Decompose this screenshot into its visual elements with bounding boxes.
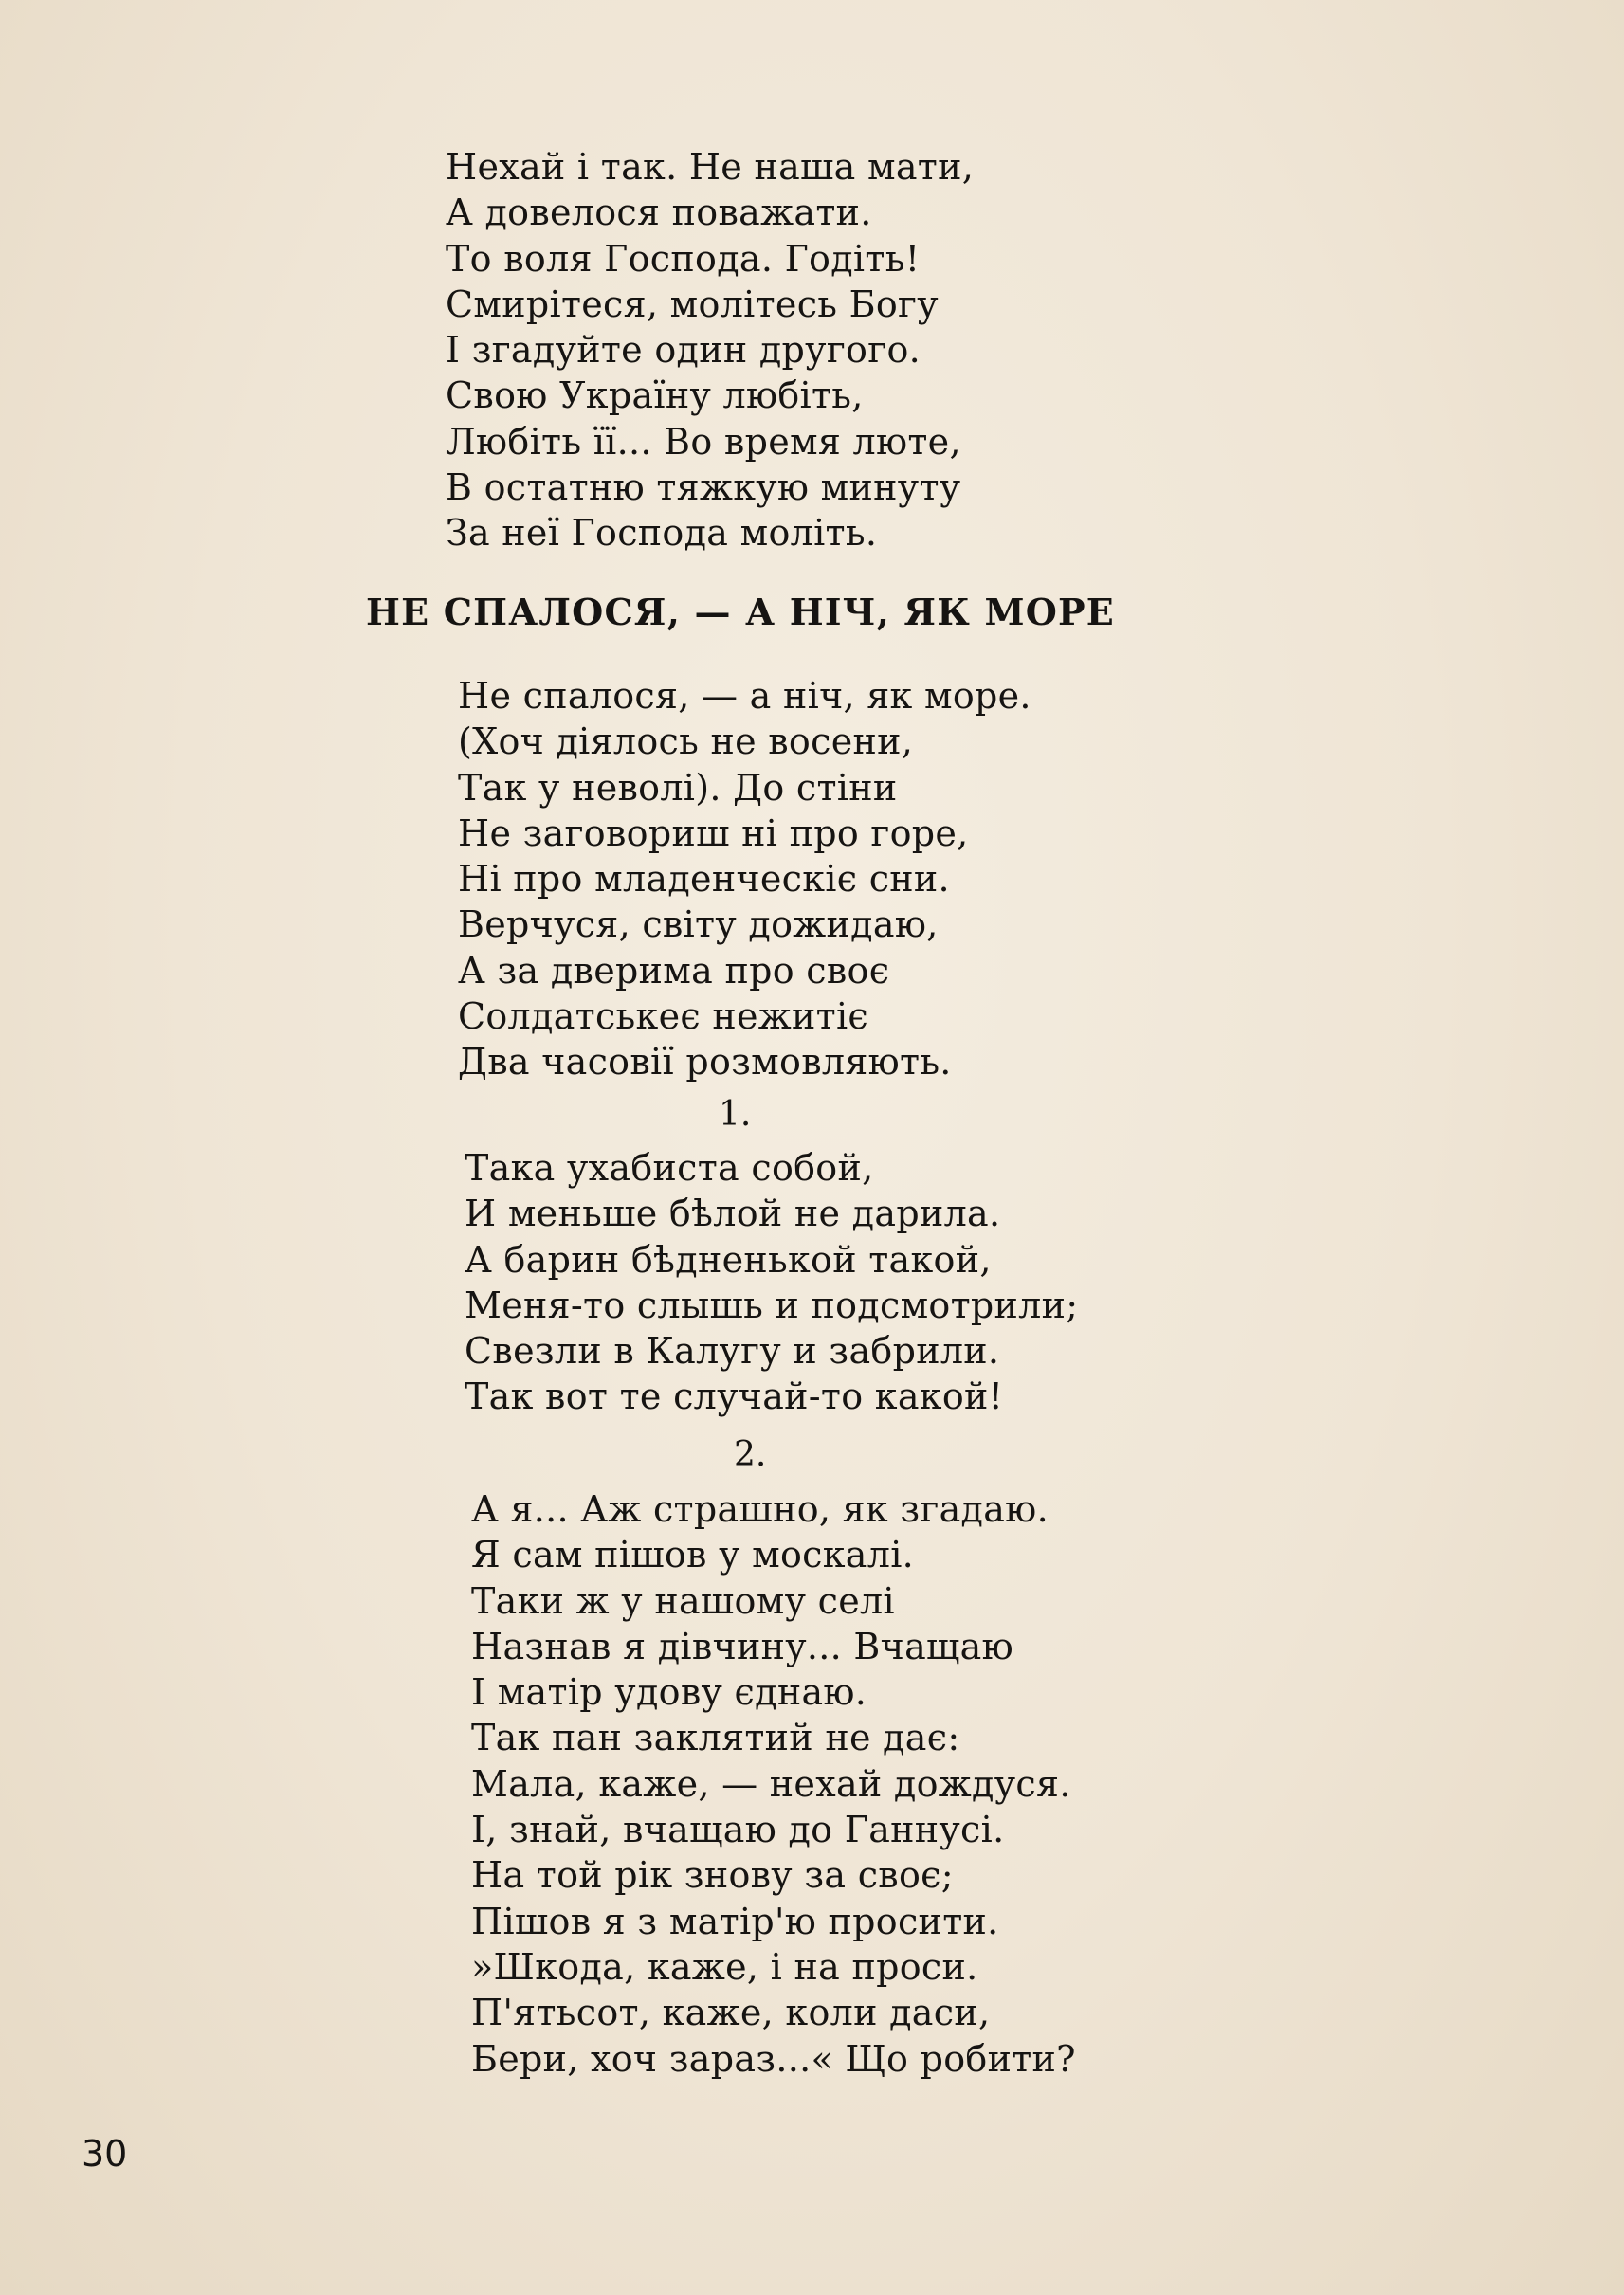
poem-line: (Хоч діялось не восени, [458, 720, 914, 763]
poem-line: І матір удову єднаю. [471, 1671, 867, 1714]
section-number: 1. [719, 1095, 752, 1134]
poem-line: Два часовії розмовляють. [458, 1041, 952, 1084]
poem-line: А барин бѣдненькой такой, [465, 1238, 992, 1281]
poem-line: П'ятьсот, каже, коли даси, [471, 1992, 991, 2034]
poem-line: За неї Господа моліть. [446, 512, 878, 555]
poem-line: Ні про младенческіє сни. [458, 858, 950, 901]
poem-line: Така ухабиста собой, [465, 1147, 874, 1189]
poem-line: »Шкода, каже, і на проси. [471, 1945, 978, 1988]
poem-line: Пішов я з матір'ю просити. [471, 1900, 999, 1942]
poem-line: Так вот те случай-то какой! [465, 1375, 1004, 1418]
poem-line: Меня-то слышь и подсмотрили; [465, 1284, 1079, 1326]
poem-line: Так у неволі). До стіни [458, 766, 898, 809]
poem-line: Нехай і так. Не наша мати, [446, 146, 975, 188]
poem-line: Назнав я дівчину... Вчащаю [471, 1625, 1013, 1667]
poem-line: Свою Україну любіть, [446, 374, 864, 417]
poem-line: Смирітеся, молітесь Богу [446, 282, 939, 325]
section-number: 2. [734, 1435, 767, 1474]
poem-line: І, знай, вчащаю до Ганнусі. [471, 1809, 1005, 1851]
poem-line: То воля Господа. Годіть! [446, 237, 921, 280]
poem-line: І згадуйте один другого. [446, 329, 921, 372]
poem-line: Я сам пішов у москалі. [471, 1534, 915, 1576]
section-1-stanza [465, 1145, 1078, 1420]
poem-line: Верчуся, світу дожидаю, [458, 903, 939, 946]
poem-line: А за дверима про своє [458, 949, 890, 992]
poem-line: И меньше бѣлой не дарила. [465, 1193, 1001, 1235]
poem-line: На той рік знову за своє; [471, 1854, 954, 1897]
poem-line: Не заговориш ні про горе, [458, 811, 969, 854]
intro-stanza [446, 144, 974, 556]
poem-line: Не спалося, — а ніч, як море. [458, 675, 1031, 717]
poem-line: А довелося поважати. [446, 191, 872, 234]
poem-line: Солдатськеє нежитіє [458, 995, 868, 1038]
poem-line: В остатню тяжкую минуту [446, 466, 961, 509]
page-number: 30 [82, 2133, 128, 2175]
poem-line: Бери, хоч зараз...« Що робити? [471, 2037, 1076, 2080]
main-stanza [458, 673, 1031, 1085]
poem-line: Так пан заклятий не дає: [471, 1717, 960, 1759]
section-2-stanza [471, 1486, 1076, 2082]
poem-title: НЕ СПАЛОСЯ, — А НІЧ, ЯК МОРЕ [366, 591, 1115, 633]
poem-line: Таки ж у нашому селі [471, 1579, 895, 1622]
poem-line: Свезли в Калугу и забрили. [465, 1330, 1000, 1373]
poem-line: А я... Аж страшно, як згадаю. [471, 1488, 1049, 1530]
poem-line: Мала, каже, — нехай дождуся. [471, 1762, 1071, 1805]
poem-line: Любіть її... Во время люте, [446, 420, 961, 463]
